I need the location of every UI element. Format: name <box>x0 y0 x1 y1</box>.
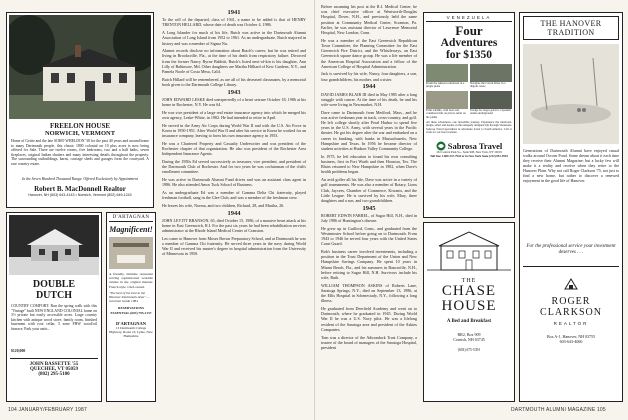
year-heading-1944: 1944 <box>227 209 241 217</box>
freelon-subtitle: NORWICH, VERMONT <box>44 130 116 137</box>
venezuela-photo-grid <box>426 64 512 119</box>
snow-house-illustration <box>9 215 99 275</box>
obit-paragraph: Tom was a director of the Adirondack Trust Company, a trustee of the board of managers of the Saratoga Hospital, president <box>321 334 417 350</box>
dartagnan-ad[interactable] <box>106 212 156 402</box>
venezuela-photo <box>470 91 512 109</box>
obit-paragraph: DAVID JAMES BLAIR III died in May 1985 after a long struggle with cancer. At the time of his death, he and his wife were living in Newmarket, N.H. <box>321 91 417 107</box>
clarkson-phone: 603-643-4060 <box>559 339 583 344</box>
double-dutch-price: $120,000 <box>11 349 26 353</box>
hanover-tradition-ad[interactable] <box>519 12 623 402</box>
chase-house-illustration <box>427 226 511 274</box>
venezuela-headline-3: for $1350 <box>445 49 493 61</box>
venezuela-caption: Paint wildlife, wild bear and countless birds on plover safari on the plains <box>426 107 466 119</box>
sabrosa-brand-name: Sabrosa Travel <box>447 141 503 152</box>
chase-title-3: HOUSE <box>441 298 497 314</box>
obit-paragraph: Jack is survived by his wife, Nancy, four daughters, a son, four grandchildren, his mother, and a sister. <box>321 71 417 82</box>
dartagnan-script: Magnificent! <box>109 225 153 234</box>
obit-paragraph: In 1975, he left education to found his own consulting business, first in Fort Worth and then Houston, Tex. The Blairs returned to New Hampshire in 1982, when Dave's health problems began. <box>321 153 417 175</box>
clarkson-name-1: ROGER <box>551 296 591 307</box>
chase-title-2: CHASE <box>441 283 497 299</box>
obit-paragraph: Leo came to Hanover from Moses Brown Preparatory School, and at Dartmouth he was a member of Gamma Chi fraternity. He served three years in the navy during World War II and received his master's degree in hospital administration from the University of Minnesota in 1950. <box>162 235 306 257</box>
obit-paragraph: A Long Islander for much of his life, Butch was active in the Dartmouth Alumni Association of Long Island from 1952 to 1961. As an undergraduate, Butch majored in history and was a member of Sigma Nu. <box>162 30 306 46</box>
venezuela-photo <box>426 64 468 82</box>
double-dutch-title: DOUBLE <box>32 279 76 290</box>
clarkson-address: Box A-1, Hanover, NH 03755 <box>546 334 596 339</box>
dining-room-illustration <box>109 237 153 269</box>
venezuela-caption: Trudge for larger-gold in a Spanish Andes underground <box>470 107 511 116</box>
dartagnan-title: D'ARTAGNAN <box>109 215 153 222</box>
house-illustration <box>9 15 151 119</box>
obit-paragraph: He was active in Dartmouth Alumni Fund drives and was an assistant class agent in 1986. He also attended Amos Tuck School of Business. <box>162 176 306 188</box>
sabrosa-phone: Toll free 1-800-237-7944 or in New York State (212) 851-9553 <box>430 153 508 158</box>
venezuela-headline-1: Four <box>455 23 483 38</box>
double-dutch-subtitle: DUTCH <box>35 290 73 301</box>
obit-paragraph: ROBERT EDWIN FARREL, of Sugar Hill, N.H., died in July 1986 of Huntington's disease. <box>321 212 417 224</box>
chase-address-2: Cornish, NH 03745 <box>453 337 485 342</box>
venezuela-travel-ad[interactable] <box>423 12 515 218</box>
obit-paragraph: Bob's business career involved investments, including a position in the Trust Department of the Union and New Hampshire Savings Company. He spent 10 years in Miami Beach, Fla., and his summers in Bancroftle, N.H., before retiring to Sugar Hill, N.H. Survivors include his wife, Ruth. <box>321 249 417 281</box>
obit-paragraph: He graduated from Deerfield Academy and went on to Dartmouth, where he graduated in 1945. During World War II he was a U.S. Navy pilot. He was a lifelong resident of the Saratoga area and president of the Askins Companies. <box>321 306 417 332</box>
venezuela-tag: VENEZUELA <box>426 15 512 22</box>
tradition-photo <box>523 44 619 144</box>
class-notes-column-left <box>162 8 306 404</box>
dartagnan-reserve: RESERVATIONS ESSENTIAL (603) 795-2137 <box>110 306 152 315</box>
venezuela-body: All these adventures, one incredible journey. Experience the rainforest, jungle, safari and Andes on this uniquely designed trip through Venezuela. Sabrosa Travel specializes in adventure travel to South America. Call or write for our free brochure. <box>426 121 512 135</box>
tradition-header <box>523 16 619 40</box>
dartagnan-photo <box>109 237 153 269</box>
obit-paragraph: Alumni records disclose no information about Butch's career, but he was retired and living in Brooksville, Fla., at the time of his death from respiratory failure. Divorced from the former Nancy Byrne Babbitt, Butch's listed next-of-kin is his daughter, Ann Lilly of Baltimore, Md. Other daughters are Martha Hilliard of Kew Gardens, N.Y., and Pamela Noole of Costa Mesa, Calif. <box>162 48 306 75</box>
freelon-house-photo <box>9 15 151 119</box>
obit-paragraph: As an undergraduate Ed was a member of Gamma Delta Chi fraternity, played freshman football, sang in the Glee Club, and was a member of the freshman crew. <box>162 189 306 201</box>
year-heading-1945: 1945 <box>362 204 376 212</box>
obit-paragraph: Before assuming his post at the R.I. Medical Center, he was chief executive officer at Wentworth-Douglas Hospital, Dover, N.H., and previously held the same position at Community Medical Center, Scranton, Pa. Earlier, he was assistant director of Lawrence Memorial Hospital, New London, Conn. <box>321 4 417 36</box>
obit-paragraph: He was a member of the East Greenwich Republican Town Committee, the Planning Committee for the East Greenwich Fire District, and the Whistleways, an East Greenwich square dance group. He was a life member of the American Hospital Association and a fellow of the American College of Hospital Administration. <box>321 37 417 69</box>
double-dutch-text: COUNTRY COMFORT: Run the spring walk with this "Vintage" built NEW ENGLAND COLONIAL home on 3½ private but easily accessible acres. Large country kitchen with antique wood stove, family room, finished basement with root cellar, 5 zone FHW wood/oil furnace. Park your antic... <box>11 304 97 331</box>
obit-paragraph: To the roll of the departed, class of 1941, a name to be added is that of HENRY TRENTON HELLARD, whose date of death was October 4, 1986. <box>162 17 306 28</box>
obit-paragraph: He served in the Army Air Corps during World War II and with the U.S. Air Force in Korea in 1950-1951. After World War II and after his service in Korea he worked for an insurance company, leaving to form his own insurance agency in 1953. <box>162 122 306 139</box>
obit-paragraph: JOHN EDWARD LESKE died unexpectedly of a heart seizure October 18, 1986 at his home in Rochester, N.Y. He was 64. <box>162 96 306 108</box>
dartagnan-text1: A friendly, intimate restaurant serving sophisticated versatile cuisine in the original manner. French style. Chef-owned. <box>109 272 153 289</box>
obit-paragraph: JOHN LEVITT BRANSON, 65, died October 15, 1986, of a massive heart attack at his home in East Greenwich, R.I. For the past six years he had been rehabilitation services administrator at the Rhode Island Medical Center of Cranston. <box>162 217 306 234</box>
clarkson-crest-icon <box>523 277 619 296</box>
year-heading-1943: 1943 <box>227 88 241 96</box>
right-page <box>314 0 628 420</box>
obit-paragraph: During the 1950s Ed served successively as treasurer, vice president, and president of the Dartmouth Club of Rochester. And for two years he was cochairman of the club's enrollment committee. <box>162 158 306 175</box>
obit-paragraph: He leaves his wife, Norma, and two children, Richard, 28, and Martha, 26. <box>162 202 285 208</box>
tradition-title-2: TRADITION <box>547 28 595 37</box>
year-heading-1941: 1941 <box>227 9 241 16</box>
venezuela-caption: Navigate the Caroni River in a dugout canoe <box>470 81 506 89</box>
venezuela-tile <box>470 64 512 89</box>
obit-paragraph: He was a Chartered Property and Casualty Underwriter and was president of the Rochester chapter of that organization. He also was president of the Rochester Area Independent Insurance Agents. <box>162 140 306 157</box>
venezuela-tile <box>470 91 512 119</box>
venezuela-photo <box>470 64 512 82</box>
clarkson-name-2: CLARKSON <box>540 307 602 318</box>
freelon-phone: Hanover, NH (603) 643-4143 • Norwich, Vermont (802) 649-1243 <box>28 192 132 197</box>
obit-paragraph: WILLIAM THOMPSON ASKINS of Roberts Lane, Saratoga Springs, N.Y., died on September 13, 1986, at the Ellis Hospital in Schenectady, N.Y., following a long illness. <box>321 282 417 304</box>
chase-phone: (603) 675-5391 <box>457 348 481 352</box>
double-dutch-photo <box>9 215 99 275</box>
chase-subtitle: A Bed and Breakfast <box>446 319 492 324</box>
venezuela-photo <box>426 91 468 109</box>
obit-paragraph: Dave came to Dartmouth from Medford, Mass., and he was active freshman year in track, cross-country, and golf. He left college shortly after Pearl Harbor to spend five years in the U.S. Army, with several years in the Pacific theater. He got his degree after the war and embarked on a career in banking, with banks in Massachusetts, New Hampshire and Texas. In 1956 he became director of student activities at Hudson Valley Community College. <box>321 109 417 152</box>
chase-title-1: THE <box>461 278 477 284</box>
tradition-title-1: THE HANOVER <box>540 19 602 28</box>
tradition-body: Generations of Dartmouth Alumni have enjoyed casual walks around Occom Pond. Some dream about it each time they receive their Alumni Magazine; but a lucky few will make it a reality and receive when they retire to the Hanover Plain. Why not call Roger Clarkson '75, not just to find a new home, but rather to discover a renewed enjoyment in the good life of Hanover. <box>523 148 619 183</box>
obit-paragraph: He grew up in Guilford, Conn., and graduated from the Westminster School before going on to Dartmouth. From 1943 to 1946 he served four years with the United States Coast Guard. <box>321 225 417 247</box>
freelon-agent: Robert B. MacDonnell Realtor <box>34 184 126 193</box>
occom-pond-illustration <box>523 44 619 144</box>
obit-paragraph: Butch Hillard will be remembered, as are all of his deceased classmates, by a memorial book given to the Dartmouth College Library. <box>162 76 306 87</box>
dartagnan-name: D'ARTAGNAN <box>115 320 146 326</box>
right-page-footer: DARTMOUTH ALUMNI MAGAZINE 105 <box>511 407 606 413</box>
year-heading-1944: 1944 <box>362 83 376 91</box>
venezuela-headline-2: Adventures <box>440 37 498 49</box>
chase-house-ad[interactable] <box>423 222 515 402</box>
dartagnan-address: 13 Dartmouth College Highway, Route 10, Lyme, New Hampshire <box>109 325 153 339</box>
clarkson-realtor: REALTOR <box>553 321 589 326</box>
tradition-tagline: For the professional service your investment deserves . . . <box>526 244 616 255</box>
chase-address-1: RR2, Box 909 <box>457 332 481 337</box>
double-dutch-ad[interactable] <box>6 212 102 402</box>
sabrosa-address: 161 Central Park So., Suite 908, New York, NY 10019 <box>436 150 502 155</box>
dutch-town: QUECHEE, VT 05059 <box>29 366 79 372</box>
venezuela-tile <box>426 91 468 119</box>
freelon-house-ad[interactable] <box>6 12 154 208</box>
dutch-agent: JOHN BASSETTE '55 <box>29 361 79 367</box>
dutch-phone: (802) 295-5100 <box>38 371 70 377</box>
left-page-footer: 104 JANUARY/FEBRUARY 1987 <box>8 407 87 413</box>
obit-paragraph: An avid golfer all his life, Dave was active in a variety of golf tournaments. He was also a member of Rotary, Lions Club, Jaycees, Chamber of Commerce, Kiwanis, and the Little League. He is survived by his wife, Mary, three daughters and a son, and two grandchildren. <box>321 177 417 203</box>
venezuela-caption: Roam the Amazon rainforest in a jungle plane <box>426 81 465 89</box>
obit-paragraph: He was vice president of a large real estate insurance agency into which he merged his own agency, Leske-White, in 1982. He had intended to retire in April. <box>162 109 306 120</box>
venezuela-tile <box>426 64 468 89</box>
freelon-price-note: In the Seven Hundred Thousand Range. Offered Exclusively by Appointment <box>22 177 138 181</box>
class-notes-column-right <box>321 4 417 404</box>
clarkson-block <box>523 266 619 344</box>
freelon-title: FREELON HOUSE <box>49 122 111 130</box>
freelon-description: Home of Gettie and the late SOHO WHELDON '38 for the past 40 years and around home to many Dartmouth people, this classic 1800 colonial on 10 plus acres is now being offered for Sale. There are twelve rooms, five bedrooms, two and a half baths, seven fireplaces, original Indian shutters and many interesting details throughout the property. The surrounding outbuildings, barns, carriage sheds and garages form the courtyard. A rare country estate. <box>11 139 149 166</box>
dartagnan-text2: "The best of the best in the Hanover-Dartmouth Area" — Gourmet Guide 1984 <box>109 290 150 304</box>
